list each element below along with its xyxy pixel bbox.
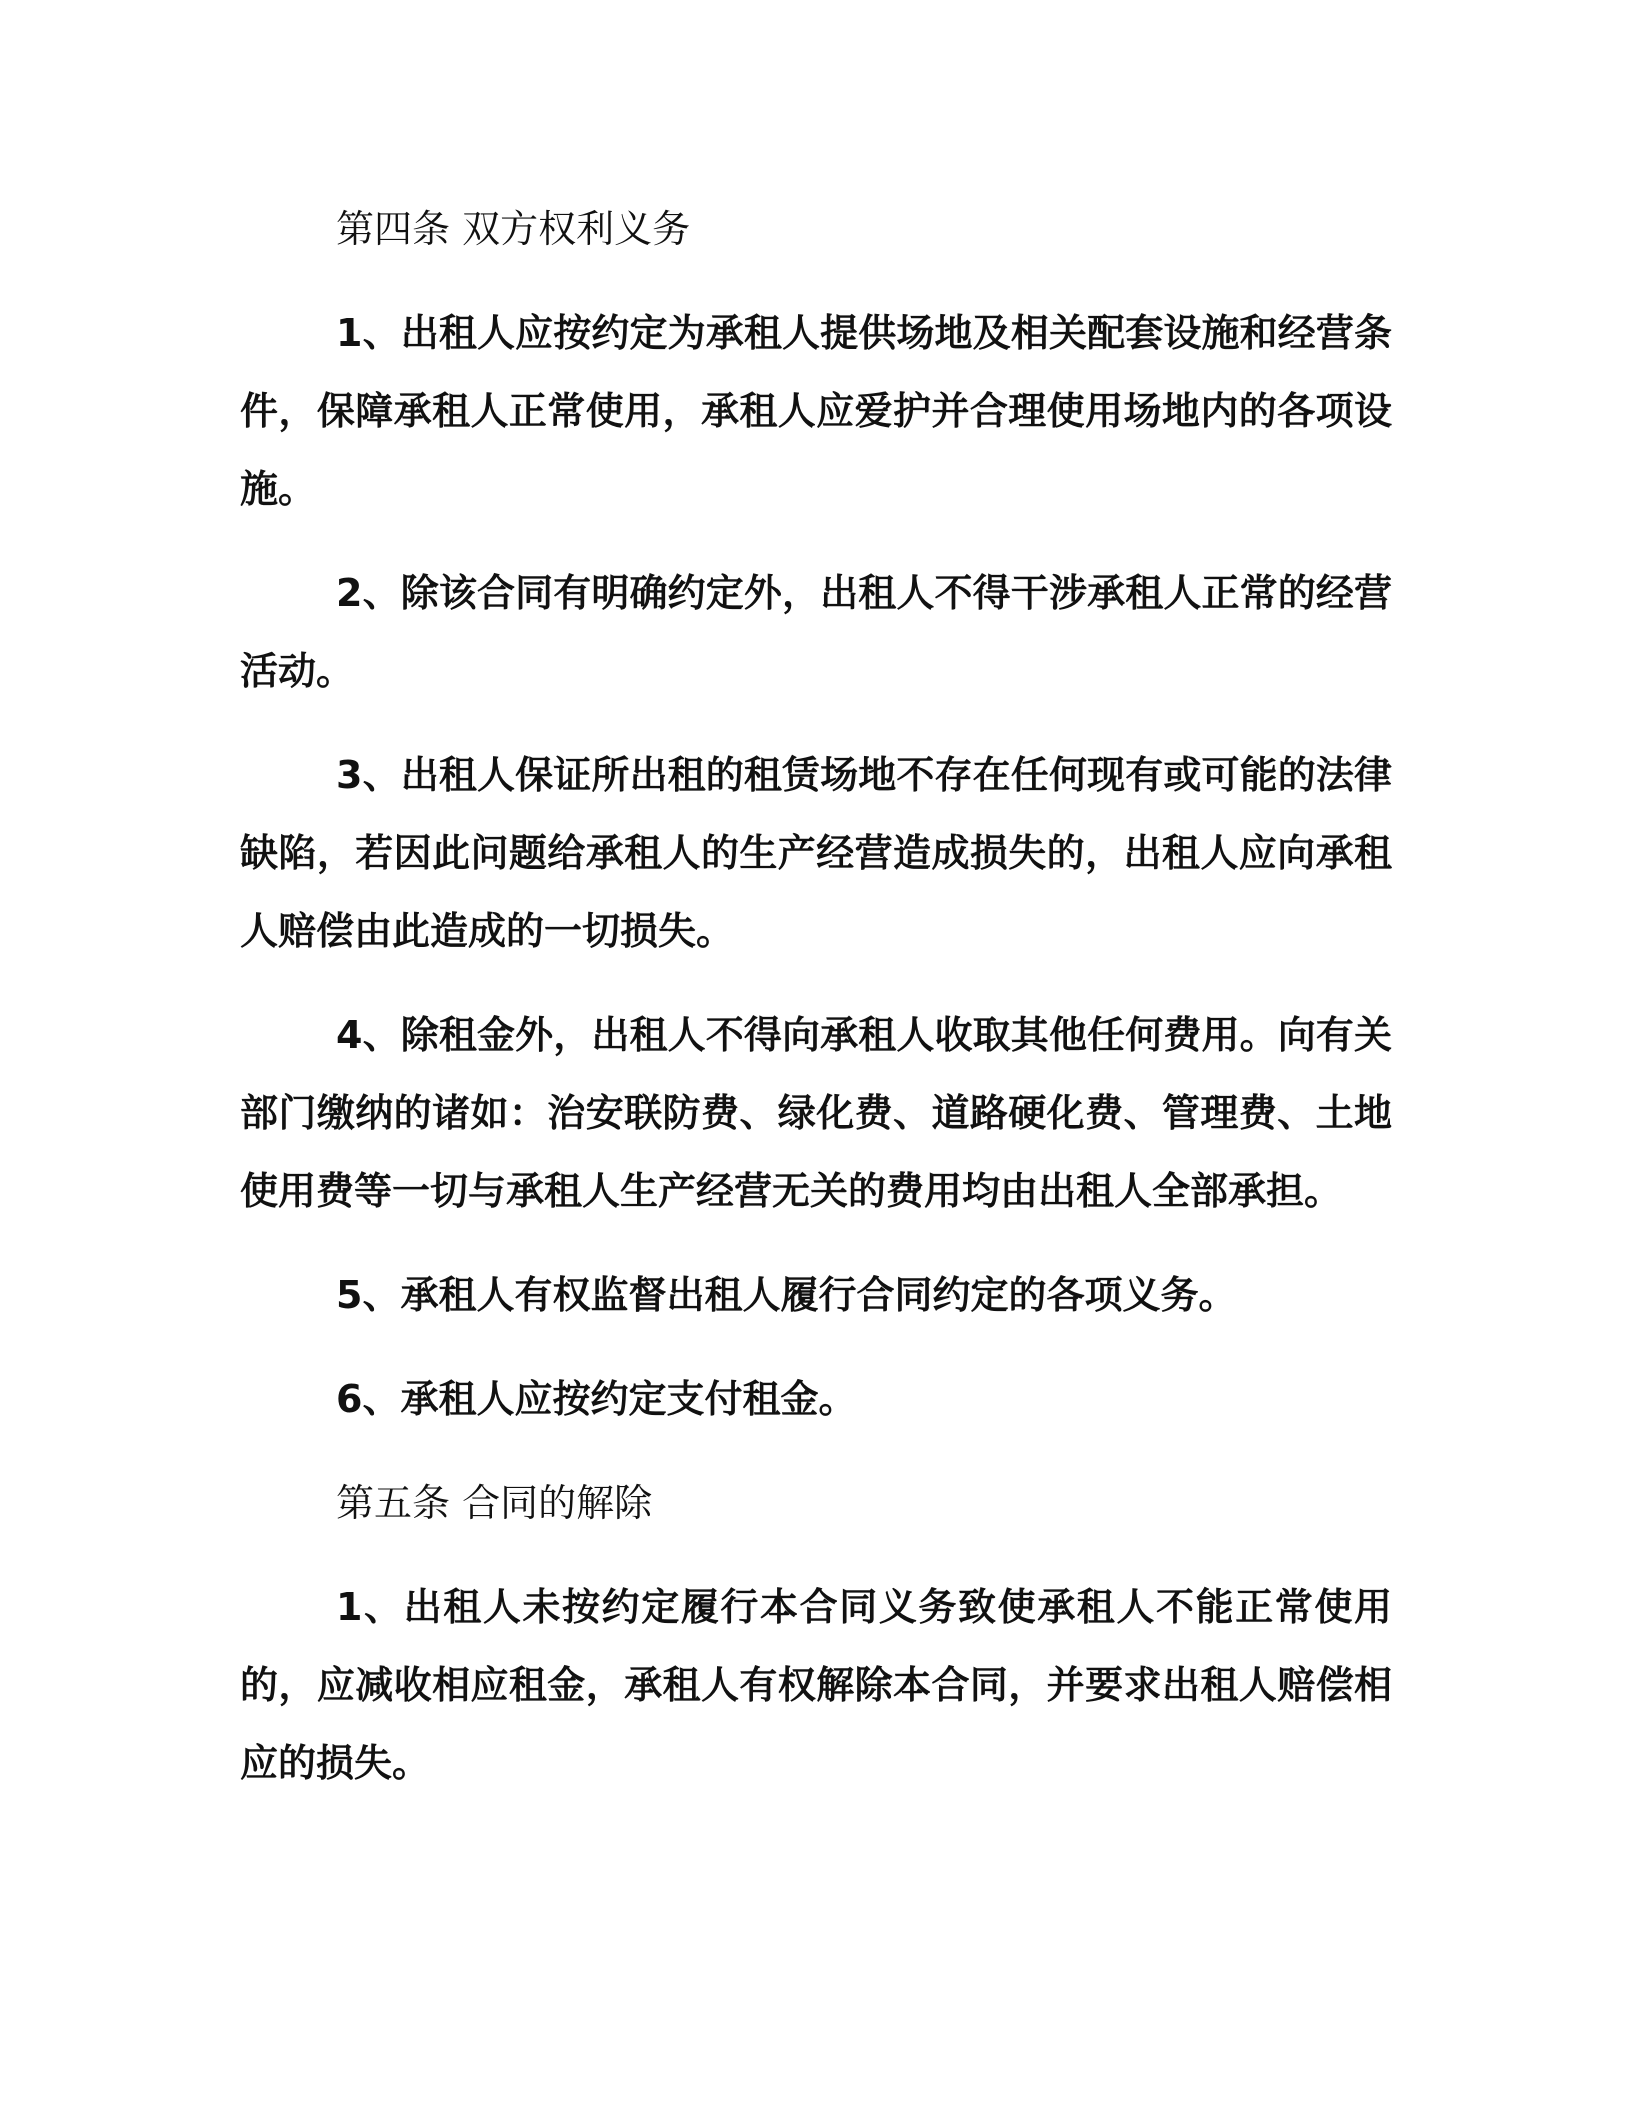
section-4-item-3: 3、出租人保证所出租的租赁场地不存在任何现有或可能的法律缺陷，若因此问题给承租人的生产经营造成损失的，出租人应向承租人赔偿由此造成的一切损失。 — [240, 753, 1392, 953]
section-4-item-5: 5、承租人有权监督出租人履行合同约定的各项义务。 — [336, 1273, 1237, 1317]
document-body — [240, 190, 1392, 1828]
section-4-item-1: 1、出租人应按约定为承租人提供场地及相关配套设施和经营条件，保障承租人正常使用，承租人应爱护并合理使用场地内的各项设施。 — [240, 311, 1392, 511]
section-5-heading: 第五条 合同的解除 — [336, 1481, 653, 1525]
section-4-item-6: 6、承租人应按约定支付租金。 — [336, 1377, 857, 1421]
section-4-heading: 第四条 双方权利义务 — [336, 207, 691, 251]
section-4-item-4: 4、除租金外，出租人不得向承租人收取其他任何费用。向有关部门缴纳的诸如：治安联防费、绿化费、道路硬化费、管理费、土地使用费等一切与承租人生产经营无关的费用均由出租人全部承担。 — [240, 1013, 1392, 1213]
section-4-item-2: 2、除该合同有明确约定外，出租人不得干涉承租人正常的经营活动。 — [240, 571, 1392, 693]
section-5-item-1: 1、出租人未按约定履行本合同义务致使承租人不能正常使用的，应减收相应租金，承租人有权解除本合同，并要求出租人赔偿相应的损失。 — [240, 1585, 1392, 1785]
